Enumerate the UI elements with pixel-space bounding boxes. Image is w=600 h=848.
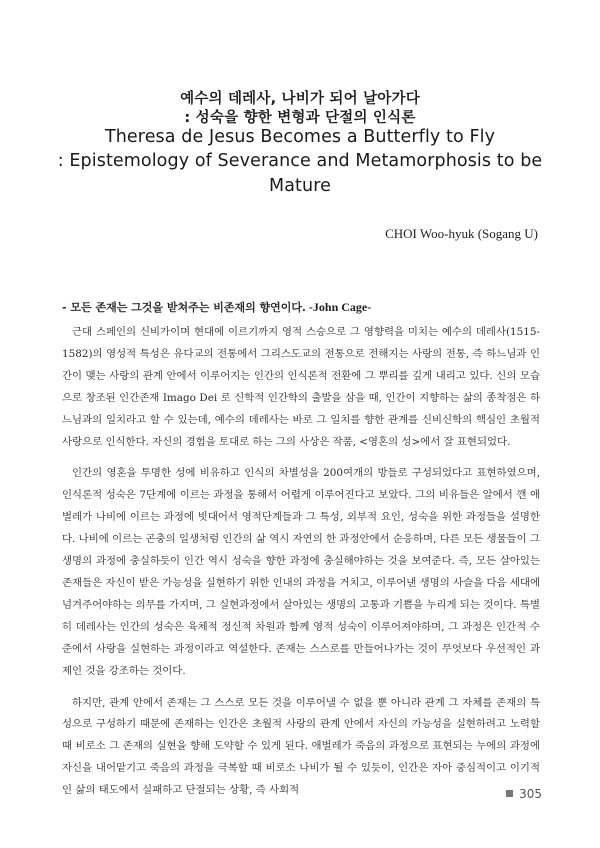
paragraph-1: 근대 스페인의 신비가이며 현대에 이르기까지 영적 스승으로 그 영향력을 미치는 예수의 데레사(1515-1582)의 영성적 특성은 유다교의 전통에서 그리스도교의 전통으로 전해지는 사랑의 전통, 즉 하느님과 인간이 맺는 사랑의 관계 안에서 이루어지는 인간의 인식론적 전환에 그 뿌리를 깊게 내리고 있다. 신의 모습으로 창조된 인간존재 Imago Dei 로 신학적 인간학의 출발을 삼을 때, 인간이 지향하는 삶의 종착점은 하느님과의 일치라고 할 수 있는데, 예수의 데레사는 바로 그 일치를 향한 관계를 신비신학의 핵심인 초월적 사랑으로 인식한다. 자신의 경험을 토대로 하는 그의 사상은 작품, <영혼의 성>에서 잘 표현되었다. — [62, 326, 540, 448]
paragraph-3: 하지만, 관계 안에서 존재는 그 스스로 모든 것을 이루어낼 수 없을 뿐 아니라 관계 그 자체를 존재의 특성으로 구성하기 때문에 존재하는 인간은 초월적 사랑의 관계 안에서 자신의 가능성을 실현하려고 노력할 때 비로소 그 존재의 실현을 향해 도약할 수 있게 된다. 애벌레가 죽음의 과정으로 표현되는 누에의 과정에 자신을 내어맡기고 죽음의 과정을 극복할 때 비로소 나비가 될 수 있듯이, 인간은 자아 중심적이고 이기적인 삶의 태도에서 실패하고 단절되는 상황, 즉 사회적 — [62, 696, 540, 797]
title-korean-line-2: : 성숙을 향한 변형과 단절의 인식론 — [184, 110, 416, 126]
paragraph-2: 인간의 영혼을 투명한 성에 비유하고 인식의 차별성을 200여개의 방들로 구성되었다고 표현하였으며, 인식론적 성숙은 7단계에 이르는 과정을 통해서 어렵게 이루어진다고 보았다. 그의 비유들은 알에서 깬 애벌레가 나비에 이르는 과정에 빗대어서 영적단계들과 그 특성, 외부적 요인, 성숙을 위한 과정들을 설명한다. 나비에 이르는 곤충의 일생처럼 인간의 삶 역시 자연의 한 과정안에서 순응하며, 다른 모든 생물들이 그 생명의 과정에 충실하듯이 인간 역시 성숙을 향한 과정에 충실해야하는 것을 보여준다. 즉, 모든 살아있는 존재들은 자신이 받은 가능성을 실현하기 위한 인내의 과정을 거치고, 이루어낸 생명의 사슬을 다음 세대에 넘겨주어야하는 의무를 가지며, 그 실현과정에서 살아있는 생명의 고통과 기쁨을 누리게 되는 것이다. 특별히 데레사는 인간의 성숙은 육체적 정신적 차원과 함께 영적 성숙이 이루어져야하며, 그 과정은 인간적 수준에서 사랑을 실현하는 과정이라고 역설한다. 존재는 스스로를 만들어나가는 것이 무엇보다 우선적인 과제인 것을 강조하는 것이다. — [62, 467, 540, 677]
title-english-line-2: : Epistemology of Severance and Metamorphosis to be — [57, 151, 543, 171]
author-affiliation: CHOI Woo-hyuk (Sogang U) — [385, 226, 538, 241]
epigraph-attribution: -John Cage- — [305, 300, 372, 314]
page-number: 305 — [519, 787, 542, 801]
page-footer — [506, 787, 542, 801]
title-english-line-3: Mature — [269, 176, 331, 196]
square-bullet-icon — [506, 790, 513, 797]
body-text — [62, 322, 540, 812]
epigraph — [62, 299, 542, 315]
epigraph-text: - 모든 존재는 그것을 받쳐주는 비존재의 향연이다. — [62, 301, 306, 314]
title-english-line-1: Theresa de Jesus Becomes a Butterfly to Fly — [104, 127, 496, 147]
title-korean-line-1: 예수의 데레사, 나비가 되어 날아가다 — [180, 91, 420, 107]
